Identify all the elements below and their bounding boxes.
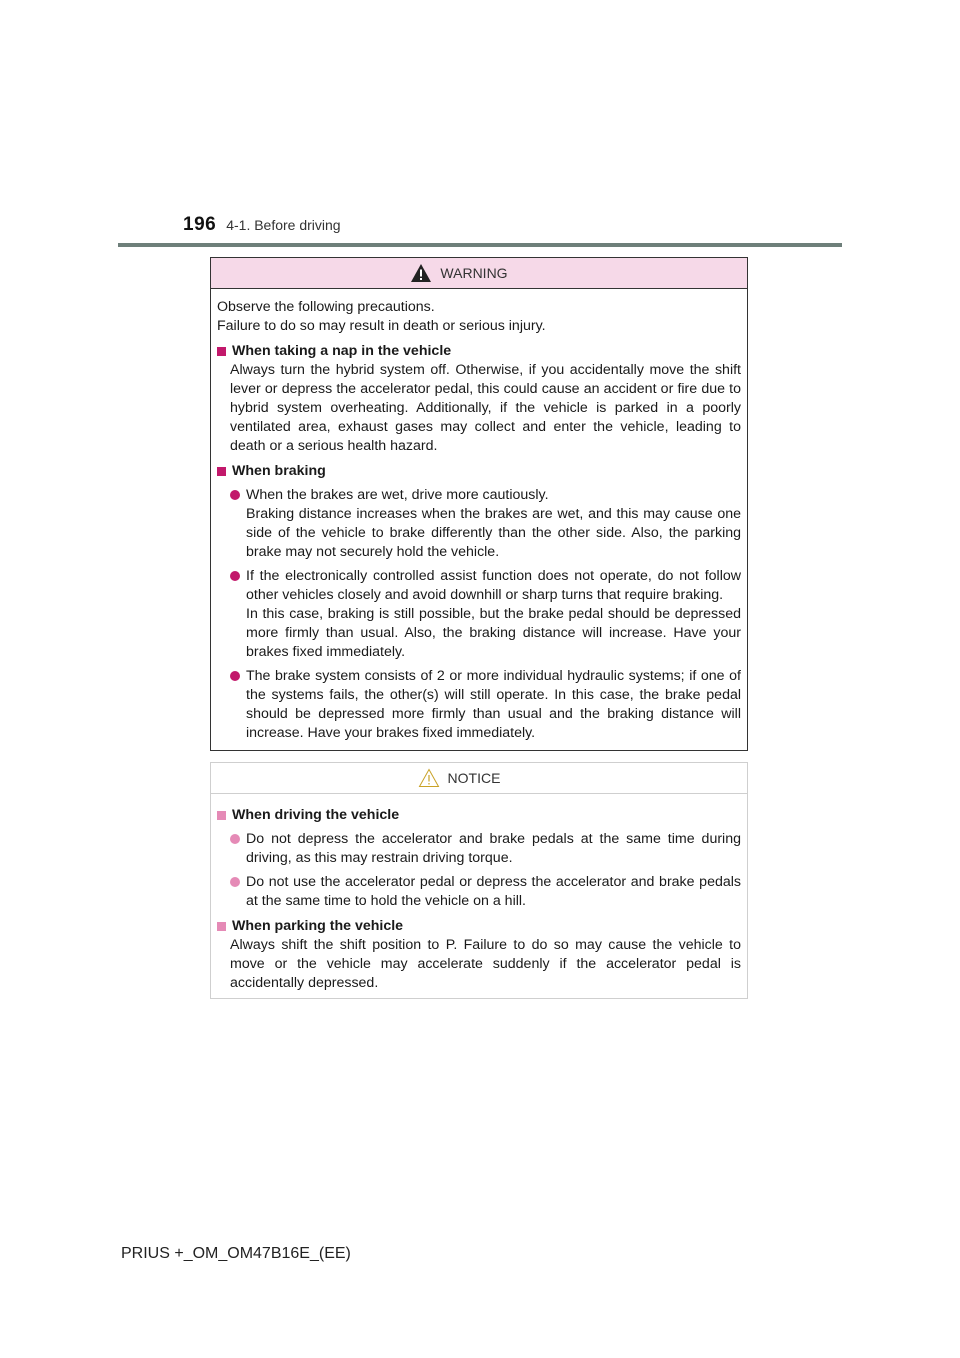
- section-heading: [217, 462, 741, 481]
- bullet-text: Braking distance increases when the brakes are wet, and this may cause one side of the vehicle to brake differently than the other side. Also, the parking brake may not securely hold the vehicle.: [246, 506, 741, 560]
- warning-icon: [410, 263, 432, 283]
- square-bullet-icon: [217, 467, 226, 476]
- bullet-text: When the brakes are wet, drive more cautiously.: [246, 487, 549, 503]
- document-code: PRIUS +_OM_OM47B16E_(EE): [121, 1245, 351, 1262]
- square-bullet-icon: [217, 811, 226, 820]
- circle-bullet-icon: [230, 877, 240, 887]
- section-text: Always shift the shift position to P. Failure to do so may cause the vehicle to move or the vehicle may accelerate suddenly if the accelerator pedal is accidentally depressed.: [230, 937, 741, 991]
- section-title: 4-1. Before driving: [226, 217, 341, 233]
- section-text: Always turn the hybrid system off. Otherwise, if you accidentally move the shift lever or depress the accelerator pedal, this could cause an accident or fire due to hybrid system overheating. Additionally, if the vehicle is parked in a poorly ventilated area, exhaust gases may collect and enter the vehicle, leading to death or a serious health hazard.: [230, 362, 741, 454]
- intro-line: Observe the following precautions.: [217, 299, 435, 315]
- heading-text: When driving the vehicle: [232, 807, 400, 823]
- list-item: [230, 873, 741, 911]
- list-item: [230, 830, 741, 868]
- bullet-text: The brake system consists of 2 or more individual hydraulic systems; if one of the systems fails, the other(s) will still operate. In this case, the brake pedal should be depressed more firmly than usual and the braking distance will increase. Have your brakes fixed immediately.: [246, 668, 741, 741]
- bullet-text: If the electronically controlled assist function does not operate, do not follow other vehicles closely and avoid downhill or sharp turns that require braking.: [246, 568, 741, 603]
- warning-body: [211, 289, 747, 743]
- section-heading: [217, 806, 741, 825]
- page-header: [183, 214, 341, 236]
- warning-header: [211, 258, 747, 289]
- circle-bullet-icon: [230, 490, 240, 500]
- notice-title: NOTICE: [447, 770, 501, 786]
- warning-intro: [217, 298, 741, 336]
- intro-line: Failure to do so may result in death or serious injury.: [217, 318, 546, 334]
- page-number: 196: [183, 214, 217, 235]
- bullet-text: In this case, braking is still possible, but the brake pedal should be depressed more firmly than usual. Also, the braking distance will increase. Have your brakes fixed immediately.: [246, 606, 741, 660]
- notice-body: [211, 794, 747, 993]
- bullet-text: Do not depress the accelerator and brake pedals at the same time during driving, as this may restrain driving torque.: [246, 831, 741, 866]
- section-heading: [217, 917, 741, 936]
- circle-bullet-icon: [230, 671, 240, 681]
- heading-text: When braking: [232, 463, 326, 479]
- square-bullet-icon: [217, 347, 226, 356]
- notice-box: [210, 762, 748, 999]
- warning-title: WARNING: [440, 265, 508, 281]
- square-bullet-icon: [217, 922, 226, 931]
- circle-bullet-icon: [230, 571, 240, 581]
- notice-icon: [418, 768, 440, 788]
- section-heading: [217, 342, 741, 361]
- header-rule: [118, 243, 842, 247]
- notice-header: [211, 763, 747, 794]
- circle-bullet-icon: [230, 834, 240, 844]
- list-item: [230, 567, 741, 662]
- list-item: [230, 486, 741, 562]
- list-item: [230, 667, 741, 743]
- heading-text: When taking a nap in the vehicle: [232, 343, 452, 359]
- bullet-text: Do not use the accelerator pedal or depress the accelerator and brake pedals at the same time to hold the vehicle on a hill.: [246, 874, 741, 909]
- warning-box: [210, 257, 748, 751]
- heading-text: When parking the vehicle: [232, 918, 404, 934]
